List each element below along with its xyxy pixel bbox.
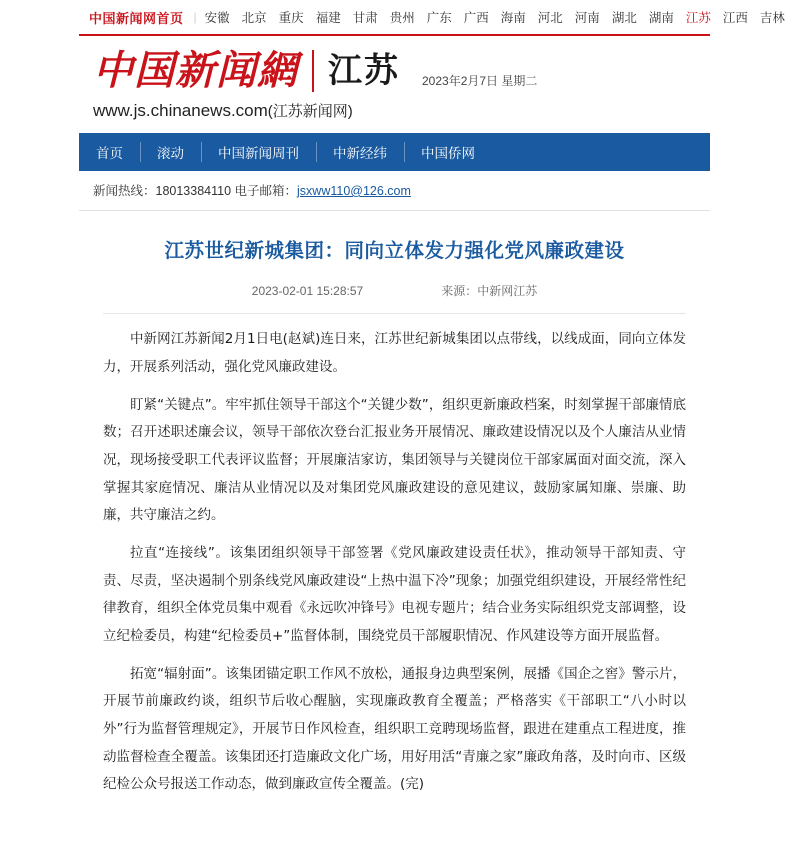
province-link-hunan[interactable]: 湖南 (648, 11, 674, 25)
site-url-text[interactable]: www.js.chinanews.com (93, 101, 268, 120)
article-source (441, 282, 537, 299)
tab-home[interactable]: 首页 (96, 146, 123, 161)
article-paragraph: 中新网江苏新闻2月1日电(赵斌)连日来，江苏世纪新城集团以点带线，以线成面，同向立体发力，开展系列活动，强化党风廉政建设。 (103, 331, 686, 375)
tab-china-news-weekly[interactable]: 中国新闻周刊 (201, 133, 316, 171)
province-link-hubei[interactable]: 湖北 (611, 11, 637, 25)
article-source-name[interactable]: 中新网江苏 (477, 284, 538, 299)
channel-nav (79, 133, 710, 171)
article-body (103, 326, 686, 799)
province-link-guizhou[interactable]: 贵州 (389, 11, 415, 25)
meta-divider (103, 313, 686, 314)
page-title: 江苏世纪新城集团：同向立体发力强化党风廉政建设 (164, 239, 625, 262)
tab-qiaowang[interactable]: 中国侨网 (404, 133, 492, 171)
masthead (79, 36, 710, 98)
hotline-text: 新闻热线：18013384110 电子邮箱： (93, 184, 298, 198)
site-logo[interactable] (93, 47, 400, 94)
article (79, 237, 710, 799)
hotline-email-link[interactable]: jsxww110@126.com (297, 184, 411, 198)
province-link-hebei[interactable]: 河北 (537, 11, 563, 25)
article-paragraph: 拓宽“辐射面”。该集团锚定职工作风不放松，通报身边典型案例，展播《国企之窖》警示片，开展节前廉政约谈，组织节后收心醒脑，实现廉政教育全覆盖；严格落实《干部职工“八小时以外”行为监督管理规定》，开展节日作风检查，组织职工竞聘现场监督，跟进在建重点工程进度，推动监督检查全覆盖。该集团还打造廉政文化广场，用好用活“青廉之家”廉政角落，及时向市、区级纪检公众号报送工作动态，做到廉政宣传全覆盖。(完) (103, 665, 686, 793)
province-link-jiangsu[interactable]: 江苏 (685, 11, 711, 25)
tab-rolling[interactable]: 滚动 (140, 133, 201, 171)
logo-divider (312, 50, 314, 92)
nav-home-link[interactable]: 中国新闻网首页 (89, 10, 184, 26)
province-link-guangdong[interactable]: 广东 (426, 11, 452, 25)
province-link-fujian[interactable]: 福建 (315, 11, 341, 25)
province-link-anhui[interactable]: 安徽 (204, 11, 230, 25)
masthead-date: 2023年2月7日 星期二 (422, 74, 538, 88)
province-nav (79, 0, 785, 36)
page-root (79, 0, 785, 858)
logo-text: 中国新闻網 (93, 47, 298, 94)
news-hotline (79, 171, 710, 211)
site-url-line (79, 98, 710, 133)
nav-divider: | (193, 10, 197, 24)
logo-province-text: 江苏 (328, 51, 400, 91)
province-link-hainan[interactable]: 海南 (500, 11, 526, 25)
article-meta (103, 282, 686, 299)
tab-jingwei[interactable]: 中新经纬 (316, 133, 404, 171)
province-link-gansu[interactable]: 甘肃 (352, 11, 378, 25)
province-link-jiangxi[interactable]: 江西 (722, 11, 748, 25)
site-name-text: (江苏新闻网) (267, 103, 353, 120)
province-link-guangxi[interactable]: 广西 (463, 11, 489, 25)
article-timestamp: 2023-02-01 15:28:57 (251, 283, 364, 298)
article-paragraph: 盯紧“关键点”。牢牢抓住领导干部这个“关键少数”，组织更新廉政档案，时刻掌握干部廉情底数；召开述职述廉会议，领导干部依次登台汇报业务开展情况、廉政建设情况以及个人廉洁从业情况，现场接受职工代表评议监督；开展廉洁家访，集团领导与关键岗位干部家属面对面交流，深入掌握其家庭情况、廉洁从业情况以及对集团党风廉政建设的意见建议，鼓励家属知廉、崇廉、助廉，共守廉洁之约。 (103, 396, 686, 524)
province-link-jilin[interactable]: 吉林 (759, 11, 785, 25)
article-source-label: 来源： (441, 284, 478, 299)
article-paragraph: 拉直“连接线”。该集团组织领导干部签署《党风廉政建设责任状》，推动领导干部知责、守责、尽责，坚决遏制个别条线党风廉政建设“上热中温下冷”现象；加强党组织建设，开展经常性纪律教育，组织全体党员集中观看《永远吹冲锋号》电视专题片；结合业务实际组织党支部调整，设立纪检委员，构建“纪检委员+”监督体制，围绕党员干部履职情况、作风建设等方面开展监督。 (103, 545, 686, 645)
province-link-chongqing[interactable]: 重庆 (278, 11, 304, 25)
province-link-beijing[interactable]: 北京 (241, 11, 267, 25)
province-link-henan[interactable]: 河南 (574, 11, 600, 25)
